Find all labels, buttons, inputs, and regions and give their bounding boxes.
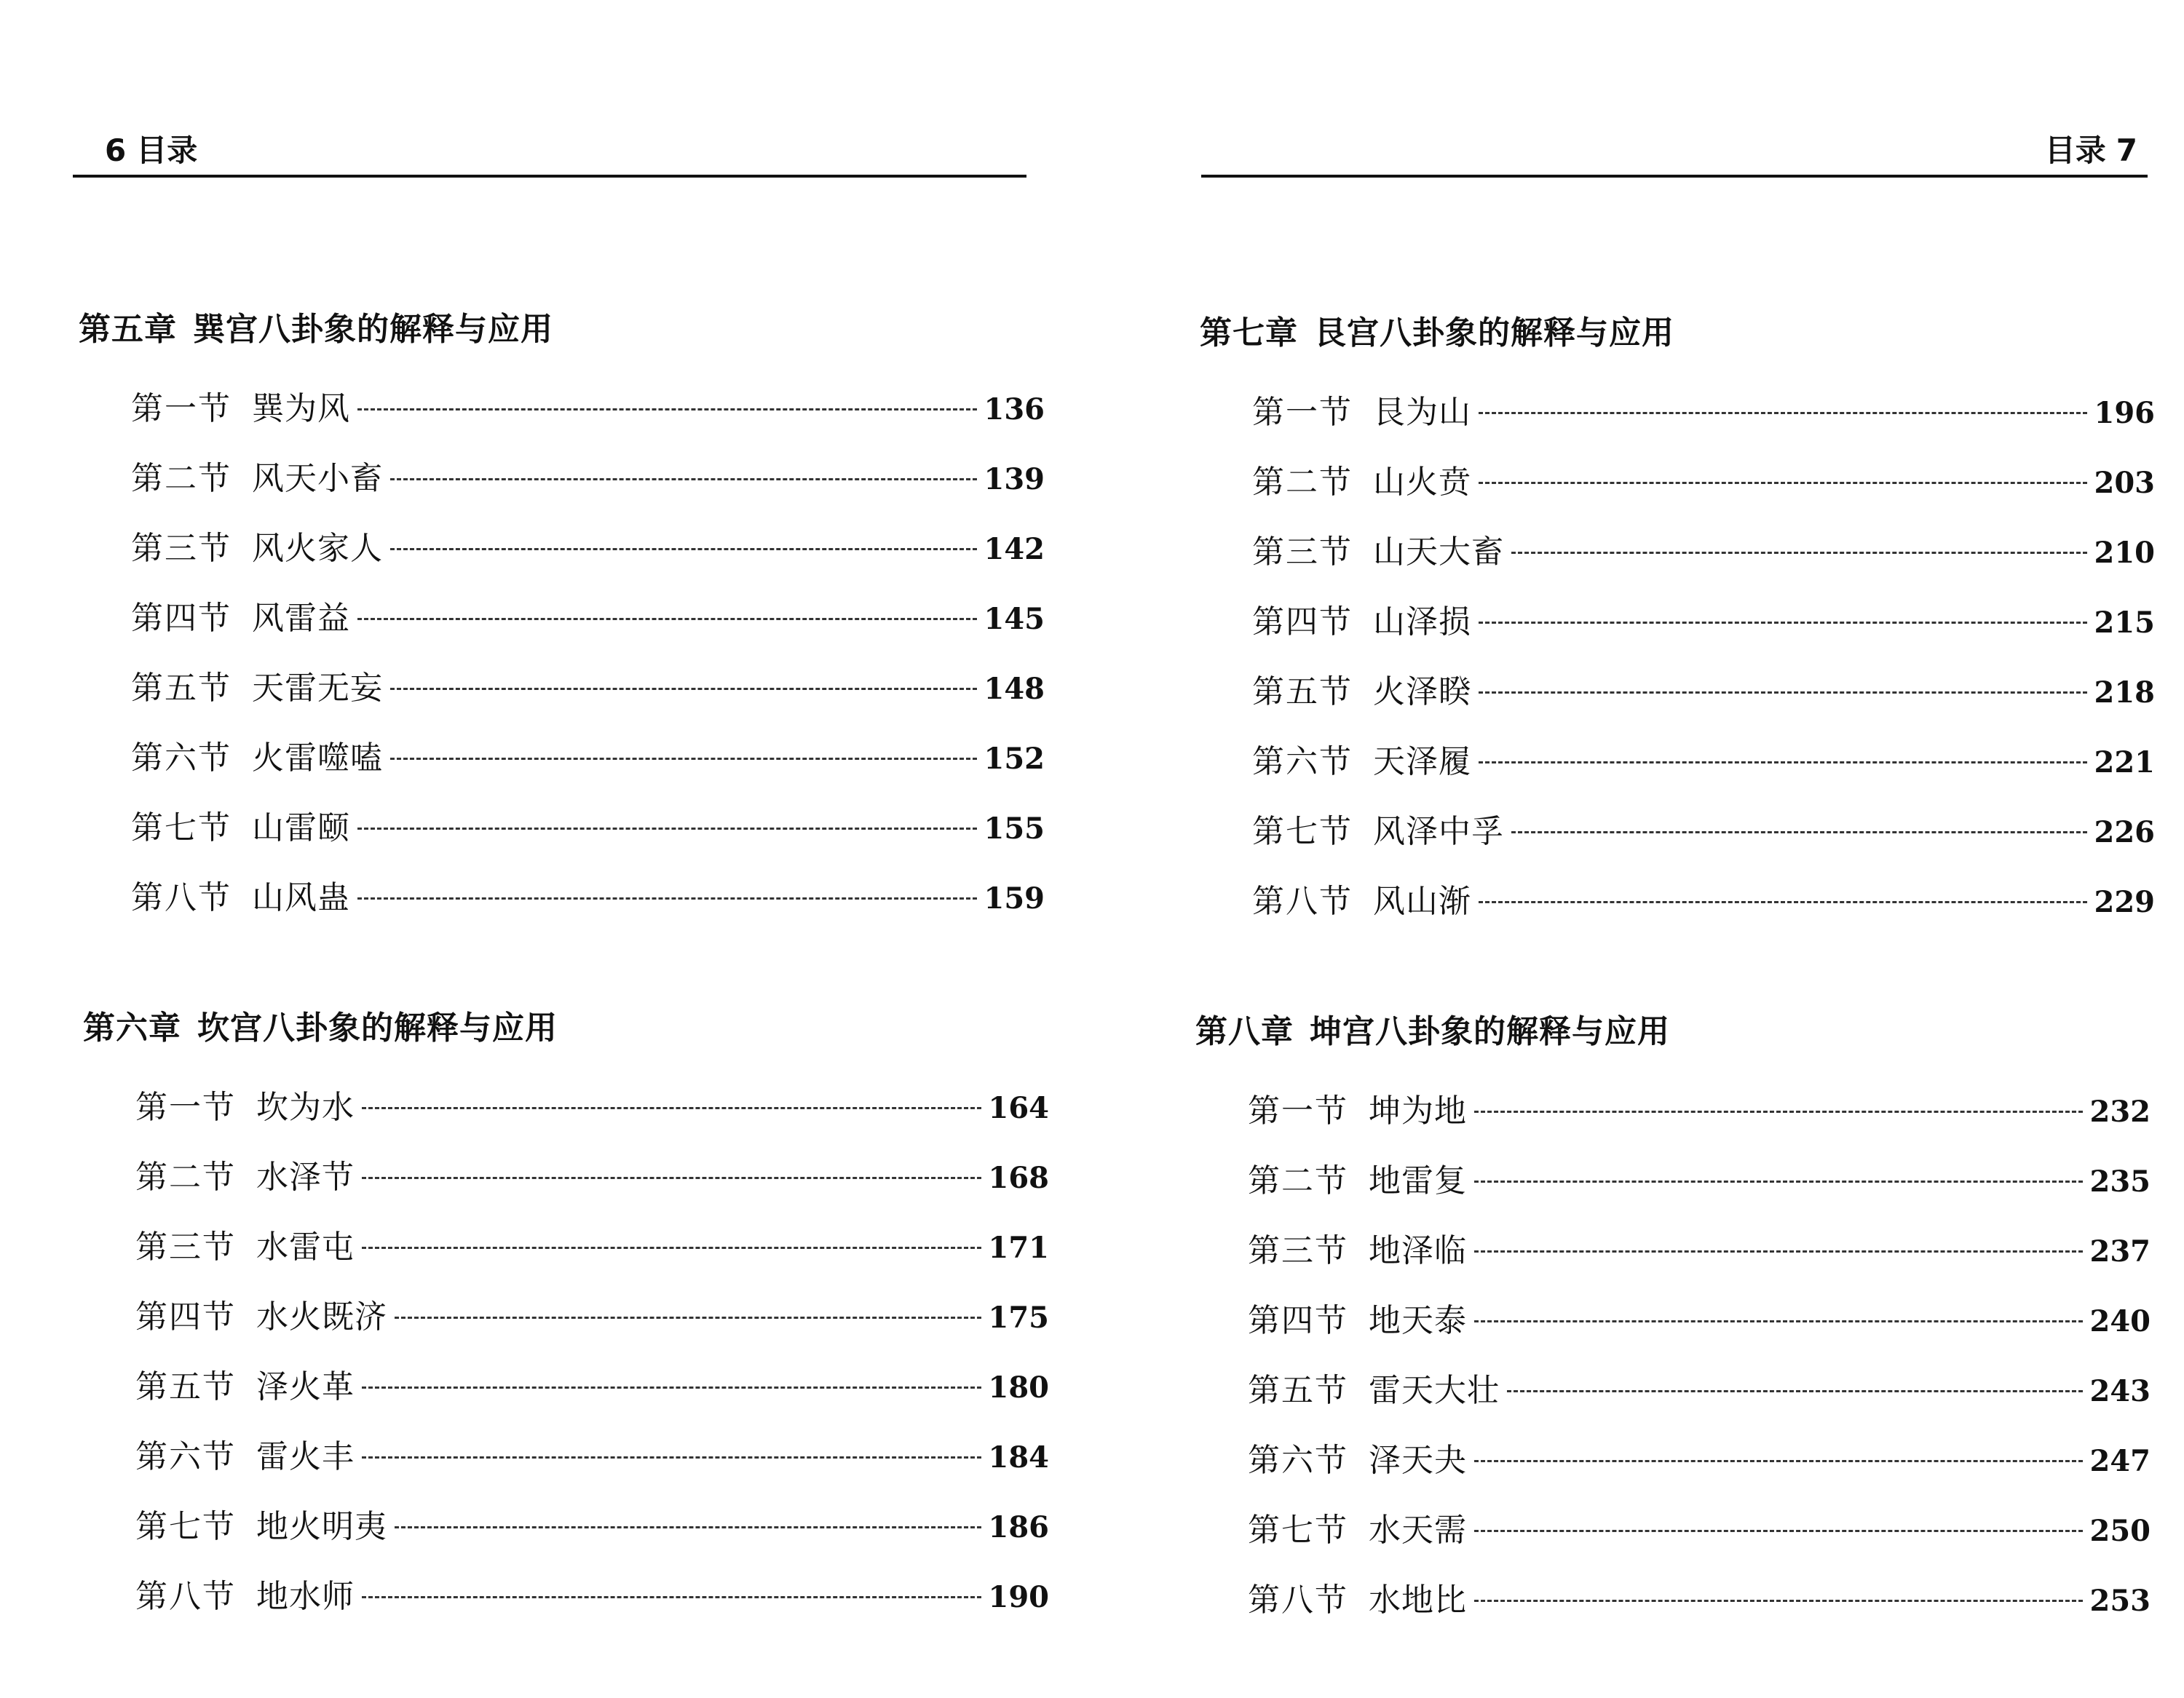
section-title: 巽为风 xyxy=(252,390,350,427)
section-page: 180 xyxy=(988,1370,1049,1405)
section-title: 火泽睽 xyxy=(1373,673,1471,710)
section-list xyxy=(131,374,1045,933)
section-number: 第五节 xyxy=(1248,1372,1348,1409)
dot-leader xyxy=(357,618,977,620)
section-page: 232 xyxy=(2089,1095,2151,1129)
section-title: 地火明夷 xyxy=(256,1508,387,1545)
toc-entry[interactable] xyxy=(1248,1146,2151,1216)
section-page: 164 xyxy=(988,1091,1049,1125)
chapter-title xyxy=(79,306,1047,354)
section-number: 第七节 xyxy=(135,1508,236,1545)
section-number: 第一节 xyxy=(1252,394,1353,431)
dot-leader xyxy=(357,408,977,410)
section-title: 地天泰 xyxy=(1369,1302,1467,1339)
chapter-name: 坎宫八卦象的解释与应用 xyxy=(197,1009,558,1047)
dot-leader xyxy=(1511,831,2087,833)
section-number: 第三节 xyxy=(1248,1232,1348,1269)
dot-leader xyxy=(362,1386,981,1389)
chapter-name: 坤宫八卦象的解释与应用 xyxy=(1310,1013,1670,1050)
toc-entry[interactable] xyxy=(135,1213,1049,1282)
section-number: 第八节 xyxy=(1252,883,1353,920)
section-page: 240 xyxy=(2089,1304,2151,1338)
right-page xyxy=(1136,0,2184,1698)
dot-leader xyxy=(362,1247,981,1249)
dot-leader xyxy=(362,1107,981,1109)
toc-entry[interactable] xyxy=(131,584,1045,654)
section-title: 风山渐 xyxy=(1373,883,1471,920)
section-title: 水雷屯 xyxy=(256,1229,355,1266)
dot-leader xyxy=(1474,1530,2083,1532)
section-page: 215 xyxy=(2094,606,2155,640)
toc-entry[interactable] xyxy=(1248,1356,2151,1426)
page-number: 7 xyxy=(2116,132,2137,168)
section-page: 218 xyxy=(2094,675,2155,710)
dot-leader xyxy=(1511,552,2087,554)
section-number: 第四节 xyxy=(131,600,232,637)
section-page: 196 xyxy=(2094,396,2155,430)
section-title: 山风蛊 xyxy=(252,879,350,916)
section-title: 地雷复 xyxy=(1369,1162,1467,1199)
chapter-name: 艮宫八卦象的解释与应用 xyxy=(1314,314,1674,352)
section-list xyxy=(135,1073,1049,1632)
section-page: 229 xyxy=(2094,885,2155,919)
section-number: 第一节 xyxy=(1248,1092,1348,1130)
toc-entry[interactable] xyxy=(135,1073,1049,1143)
dot-leader xyxy=(1479,412,2087,414)
chapter-number: 第六章 xyxy=(83,1009,181,1047)
section-title: 地水师 xyxy=(256,1578,355,1615)
section-page: 184 xyxy=(988,1440,1049,1475)
chapter xyxy=(1195,1008,2164,1635)
section-title: 火雷噬嗑 xyxy=(252,739,383,777)
dot-leader xyxy=(362,1177,981,1179)
toc-entry[interactable] xyxy=(135,1143,1049,1213)
dot-leader xyxy=(1474,1181,2083,1183)
section-title: 水地比 xyxy=(1369,1582,1467,1619)
section-page: 168 xyxy=(988,1161,1049,1195)
toc-entry[interactable] xyxy=(131,374,1045,444)
section-title: 坤为地 xyxy=(1369,1092,1467,1130)
section-title: 地泽临 xyxy=(1369,1232,1467,1269)
section-page: 253 xyxy=(2089,1584,2151,1618)
toc-entry[interactable] xyxy=(1252,587,2155,657)
section-number: 第八节 xyxy=(1248,1582,1348,1619)
section-number: 第三节 xyxy=(135,1229,236,1266)
toc-entry[interactable] xyxy=(1252,378,2155,448)
toc-entry[interactable] xyxy=(135,1422,1049,1492)
header-title: 目录 xyxy=(136,132,198,168)
chapter-number: 第八章 xyxy=(1195,1013,1294,1050)
section-page: 139 xyxy=(984,462,1045,496)
section-title: 山泽损 xyxy=(1373,603,1471,640)
dot-leader xyxy=(1474,1600,2083,1602)
section-number: 第二节 xyxy=(135,1159,236,1196)
header-text xyxy=(95,127,197,170)
section-page: 152 xyxy=(984,742,1045,776)
section-page: 136 xyxy=(984,392,1045,427)
toc-entry[interactable] xyxy=(131,863,1045,933)
section-page: 210 xyxy=(2094,536,2155,570)
section-number: 第四节 xyxy=(1248,1302,1348,1339)
section-page: 190 xyxy=(988,1580,1049,1614)
header-title: 目录 xyxy=(2044,132,2106,168)
toc-entry[interactable] xyxy=(1252,867,2155,937)
section-title: 山天大畜 xyxy=(1373,533,1504,571)
dot-leader xyxy=(395,1526,981,1528)
section-number: 第四节 xyxy=(1252,603,1353,640)
section-page: 155 xyxy=(984,812,1045,846)
toc-entry[interactable] xyxy=(135,1282,1049,1352)
toc-entry[interactable] xyxy=(1252,517,2155,587)
section-number: 第六节 xyxy=(131,739,232,777)
dot-leader xyxy=(390,548,977,550)
section-number: 第二节 xyxy=(131,460,232,497)
toc-entry[interactable] xyxy=(131,723,1045,793)
toc-entry[interactable] xyxy=(131,444,1045,514)
toc-entry[interactable] xyxy=(1252,797,2155,867)
page-header xyxy=(73,109,1026,178)
section-page: 171 xyxy=(988,1231,1049,1265)
chapter xyxy=(1200,309,2168,937)
dot-leader xyxy=(1474,1460,2083,1462)
section-page: 148 xyxy=(984,672,1045,706)
section-number: 第三节 xyxy=(131,530,232,567)
dot-leader xyxy=(1474,1111,2083,1113)
chapter-title xyxy=(1195,1008,2164,1056)
section-title: 风天小畜 xyxy=(252,460,383,497)
dot-leader xyxy=(357,828,977,830)
chapter-title xyxy=(83,1004,1051,1052)
section-title: 泽天夬 xyxy=(1369,1442,1467,1479)
dot-leader xyxy=(1474,1250,2083,1253)
section-number: 第五节 xyxy=(135,1368,236,1405)
toc-entry[interactable] xyxy=(135,1352,1049,1422)
dot-leader xyxy=(362,1456,981,1459)
section-page: 142 xyxy=(984,532,1045,566)
section-page: 237 xyxy=(2089,1234,2151,1269)
section-title: 雷火丰 xyxy=(256,1438,355,1475)
toc-entry[interactable] xyxy=(1248,1496,2151,1566)
section-list xyxy=(1248,1076,2151,1635)
toc-entry[interactable] xyxy=(131,514,1045,584)
section-page: 250 xyxy=(2089,1514,2151,1548)
dot-leader xyxy=(395,1317,981,1319)
section-title: 水泽节 xyxy=(256,1159,355,1196)
chapter-name: 巽宫八卦象的解释与应用 xyxy=(193,311,553,348)
section-number: 第六节 xyxy=(135,1438,236,1475)
section-number: 第二节 xyxy=(1252,464,1353,501)
chapter xyxy=(83,1004,1051,1632)
section-number: 第七节 xyxy=(131,809,232,846)
section-number: 第一节 xyxy=(135,1089,236,1126)
toc-entry[interactable] xyxy=(1252,727,2155,797)
dot-leader xyxy=(390,478,977,480)
section-page: 186 xyxy=(988,1510,1049,1544)
toc-entry[interactable] xyxy=(131,793,1045,863)
section-number: 第五节 xyxy=(1252,673,1353,710)
dot-leader xyxy=(1479,622,2087,624)
dot-leader xyxy=(357,897,977,900)
dot-leader xyxy=(390,688,977,690)
section-title: 水天需 xyxy=(1369,1512,1467,1549)
dot-leader xyxy=(1474,1320,2083,1322)
dot-leader xyxy=(390,758,977,760)
section-page: 221 xyxy=(2094,745,2155,779)
toc-entry[interactable] xyxy=(1248,1216,2151,1286)
chapter-title xyxy=(1200,309,2168,357)
dot-leader xyxy=(1507,1390,2083,1392)
dot-leader xyxy=(1479,691,2087,694)
section-title: 泽火革 xyxy=(256,1368,355,1405)
chapter-number: 第五章 xyxy=(79,311,177,348)
toc-entry[interactable] xyxy=(1252,448,2155,517)
dot-leader xyxy=(1479,761,2087,763)
section-page: 175 xyxy=(988,1301,1049,1335)
toc-entry[interactable] xyxy=(1248,1076,2151,1146)
chapter xyxy=(79,306,1047,933)
section-title: 风泽中孚 xyxy=(1373,813,1504,850)
section-number: 第八节 xyxy=(131,879,232,916)
section-number: 第六节 xyxy=(1248,1442,1348,1479)
section-page: 203 xyxy=(2094,466,2155,500)
section-number: 第七节 xyxy=(1248,1512,1348,1549)
section-title: 天泽履 xyxy=(1373,743,1471,780)
toc-entry[interactable] xyxy=(131,654,1045,723)
toc-entry[interactable] xyxy=(1248,1286,2151,1356)
dot-leader xyxy=(1479,901,2087,903)
toc-entry[interactable] xyxy=(1248,1566,2151,1635)
section-title: 风火家人 xyxy=(252,530,383,567)
page-number: 6 xyxy=(105,132,127,168)
section-title: 山雷颐 xyxy=(252,809,350,846)
section-title: 天雷无妄 xyxy=(252,670,383,707)
section-title: 坎为水 xyxy=(256,1089,355,1126)
page-header xyxy=(1201,109,2148,178)
dot-leader xyxy=(362,1596,981,1598)
section-number: 第八节 xyxy=(135,1578,236,1615)
section-page: 247 xyxy=(2089,1444,2151,1478)
dot-leader xyxy=(1479,482,2087,484)
section-number: 第一节 xyxy=(131,390,232,427)
section-number: 第七节 xyxy=(1252,813,1353,850)
section-list xyxy=(1252,378,2155,937)
section-page: 226 xyxy=(2094,815,2155,849)
section-page: 243 xyxy=(2089,1374,2151,1408)
section-title: 风雷益 xyxy=(252,600,350,637)
section-number: 第二节 xyxy=(1248,1162,1348,1199)
section-title: 艮为山 xyxy=(1373,394,1471,431)
header-text xyxy=(2045,127,2148,170)
chapter-number: 第七章 xyxy=(1200,314,1298,352)
section-number: 第五节 xyxy=(131,670,232,707)
toc-entry[interactable] xyxy=(135,1562,1049,1632)
toc-entry[interactable] xyxy=(135,1492,1049,1562)
section-number: 第六节 xyxy=(1252,743,1353,780)
section-title: 水火既济 xyxy=(256,1298,387,1336)
section-title: 山火贲 xyxy=(1373,464,1471,501)
section-page: 235 xyxy=(2089,1165,2151,1199)
section-number: 第三节 xyxy=(1252,533,1353,571)
section-title: 雷天大壮 xyxy=(1369,1372,1500,1409)
section-page: 145 xyxy=(984,602,1045,636)
toc-entry[interactable] xyxy=(1252,657,2155,727)
section-page: 159 xyxy=(984,881,1045,916)
section-number: 第四节 xyxy=(135,1298,236,1336)
toc-entry[interactable] xyxy=(1248,1426,2151,1496)
